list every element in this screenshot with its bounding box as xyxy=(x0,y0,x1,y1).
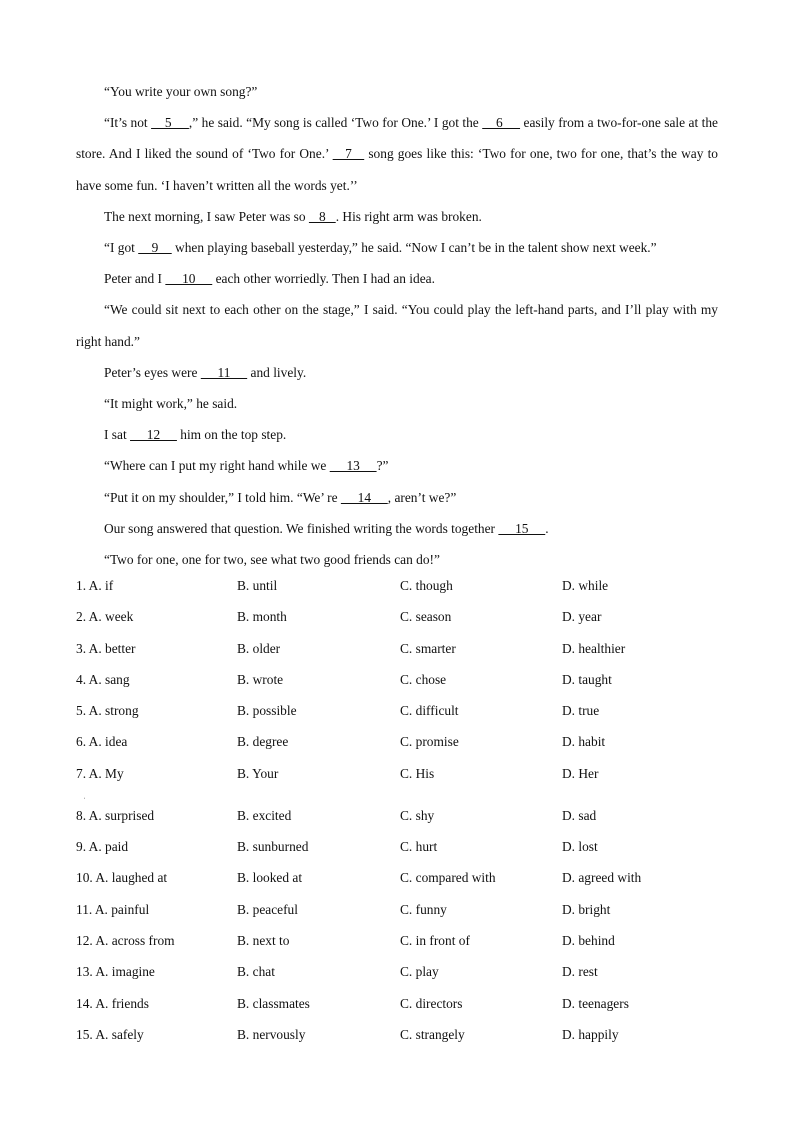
option-a-text: safely xyxy=(111,1026,144,1042)
passage-text: I sat xyxy=(104,427,131,443)
option-a-text: across from xyxy=(111,932,175,948)
blank-5: 5 xyxy=(151,115,189,131)
blank-13: 13 xyxy=(329,458,377,474)
blank-7: 7 xyxy=(332,146,365,162)
question-row xyxy=(76,672,718,703)
option-a-text: idea xyxy=(105,734,128,750)
question-number: 1. A. xyxy=(76,578,102,593)
question-row xyxy=(76,641,718,672)
option-a-text: painful xyxy=(111,901,150,917)
question-row xyxy=(76,703,718,734)
stray-mark: ˌ xyxy=(83,789,86,799)
option-a xyxy=(76,1027,144,1043)
option-a xyxy=(76,870,167,886)
passage-paragraph xyxy=(76,232,718,263)
option-a-text: My xyxy=(105,765,124,781)
question-number: 6. A. xyxy=(76,734,102,750)
blank-6: 6 xyxy=(482,115,521,131)
option-d: D. taught xyxy=(562,671,612,687)
passage-text: . His right arm was broken. xyxy=(335,208,482,224)
option-a-text: imagine xyxy=(111,964,155,980)
passage-text: “You write your own song?” xyxy=(104,84,258,99)
answer-options xyxy=(76,578,718,1058)
passage-paragraph xyxy=(76,107,718,201)
option-a-text: better xyxy=(105,640,136,656)
passage-text: “Two for one, one for two, see what two good friends can do!” xyxy=(104,552,440,568)
option-d: D. behind xyxy=(562,932,615,948)
passage-paragraph xyxy=(76,482,718,513)
passage-text: Peter’s eyes were xyxy=(104,364,201,380)
option-a xyxy=(76,902,149,918)
question-number: 8. A. xyxy=(76,807,102,823)
option-a xyxy=(76,996,149,1012)
option-d: D. teenagers xyxy=(562,995,629,1011)
question-row xyxy=(76,578,718,609)
option-b: B. until xyxy=(237,578,278,593)
question-number: 4. A. xyxy=(76,671,102,687)
question-number: 12. A. xyxy=(76,932,109,948)
option-a xyxy=(76,672,130,688)
option-c: C. smarter xyxy=(400,640,456,656)
question-number: 13. A. xyxy=(76,964,109,980)
question-number: 15. A. xyxy=(76,1026,109,1042)
blank-10: 10 xyxy=(165,271,213,287)
option-b: B. older xyxy=(237,640,281,656)
option-d: D. true xyxy=(562,703,600,719)
question-number: 10. A. xyxy=(76,870,109,886)
passage-text: song goes like this: ‘Two for one, two for one, that’s the way to have some fun. ‘I haven’t written all the words yet.’’ xyxy=(76,146,719,193)
option-a xyxy=(76,808,154,824)
question-row xyxy=(76,964,718,995)
option-a-text: sang xyxy=(105,671,130,687)
question-number: 9. A. xyxy=(76,839,102,855)
option-b: B. sunburned xyxy=(237,839,309,855)
option-c: C. strangely xyxy=(400,1026,465,1042)
option-a xyxy=(76,578,113,594)
passage-text: Our song answered that question. We finished writing the words together xyxy=(104,520,499,536)
option-d: D. Her xyxy=(562,765,599,781)
question-row xyxy=(76,933,718,964)
passage-text: when playing baseball yesterday,” he said. “Now I can’t be in the talent show next week.” xyxy=(171,240,657,256)
passage-text: . xyxy=(545,520,549,536)
blank-11: 11 xyxy=(200,364,248,380)
passage-text: Peter and I xyxy=(104,271,166,287)
question-row xyxy=(76,766,718,808)
option-c: C. promise xyxy=(400,734,459,750)
option-a-text: laughed at xyxy=(111,870,168,886)
question-number: 2. A. xyxy=(76,609,102,625)
option-b: B. chat xyxy=(237,964,275,980)
option-c: C. in front of xyxy=(400,932,470,948)
option-a-text: if xyxy=(105,578,114,593)
question-row xyxy=(76,902,718,933)
option-c: C. funny xyxy=(400,901,447,917)
option-a-text: strong xyxy=(105,703,139,719)
question-row xyxy=(76,808,718,839)
option-b: B. nervously xyxy=(237,1026,306,1042)
question-row xyxy=(76,1027,718,1058)
option-d: D. happily xyxy=(562,1026,619,1042)
option-a xyxy=(76,766,124,782)
option-c: C. shy xyxy=(400,807,435,823)
option-c: C. season xyxy=(400,609,452,625)
option-a-text: week xyxy=(105,609,134,625)
question-number: 7. A. xyxy=(76,765,102,781)
question-number: 5. A. xyxy=(76,703,102,719)
option-b: B. classmates xyxy=(237,995,310,1011)
option-d: D. agreed with xyxy=(562,870,642,886)
option-c: C. chose xyxy=(400,671,447,687)
option-b: B. peaceful xyxy=(237,901,298,917)
option-b: B. looked at xyxy=(237,870,303,886)
blank-12: 12 xyxy=(130,427,177,443)
question-number: 14. A. xyxy=(76,995,109,1011)
passage-paragraph xyxy=(76,544,718,575)
question-row xyxy=(76,734,718,765)
option-c: C. play xyxy=(400,964,439,980)
question-number: 11. A. xyxy=(76,901,108,917)
option-c: C. hurt xyxy=(400,839,438,855)
option-a xyxy=(76,609,133,625)
passage-paragraph xyxy=(76,294,718,356)
option-a xyxy=(76,703,139,719)
option-c: C. difficult xyxy=(400,703,459,719)
option-b: B. month xyxy=(237,609,287,625)
question-row xyxy=(76,996,718,1027)
option-b: B. possible xyxy=(237,703,297,719)
passage xyxy=(76,76,718,575)
option-b: B. excited xyxy=(237,807,292,823)
option-d: D. habit xyxy=(562,734,606,750)
passage-paragraph xyxy=(76,419,718,450)
question-row xyxy=(76,609,718,640)
option-d: D. healthier xyxy=(562,640,626,656)
passage-text: “It’s not xyxy=(104,115,152,131)
passage-paragraph xyxy=(76,513,718,544)
option-a-text: paid xyxy=(105,839,129,855)
option-d: D. while xyxy=(562,578,609,593)
option-d: D. bright xyxy=(562,901,611,917)
passage-text: “Put it on my shoulder,” I told him. “We’ re xyxy=(104,489,341,505)
passage-paragraph xyxy=(76,201,718,232)
blank-8: 8 xyxy=(308,208,336,224)
option-a xyxy=(76,839,128,855)
option-a xyxy=(76,933,175,949)
passage-text: each other worriedly. Then I had an idea. xyxy=(212,271,435,287)
blank-15: 15 xyxy=(498,520,546,536)
option-d: D. sad xyxy=(562,807,597,823)
passage-paragraph xyxy=(76,388,718,419)
passage-text: “We could sit next to each other on the stage,” I said. “You could play the left-hand parts, and I’ll play with my right hand.” xyxy=(76,302,718,349)
option-a-text: friends xyxy=(111,995,149,1011)
passage-text: ,” he said. “My song is called ‘Two for One.’ I got the xyxy=(188,115,483,131)
passage-text: and lively. xyxy=(247,364,307,380)
option-a xyxy=(76,641,136,657)
blank-9: 9 xyxy=(138,240,172,256)
option-c: C. directors xyxy=(400,995,463,1011)
passage-paragraph xyxy=(76,357,718,388)
option-d: D. year xyxy=(562,609,602,625)
passage-text: , aren’t we?” xyxy=(387,489,457,505)
question-row xyxy=(76,839,718,870)
option-c: C. though xyxy=(400,578,453,593)
passage-text: “It might work,” he said. xyxy=(104,396,238,412)
passage-text: “Where can I put my right hand while we xyxy=(104,458,330,474)
passage-text: easily from a two-for-one sale at the store. And I liked the sound of ‘Two for One.’ xyxy=(76,115,718,162)
passage-text: ?” xyxy=(376,458,389,474)
passage-paragraph xyxy=(76,76,718,107)
option-a-text: surprised xyxy=(105,807,155,823)
option-b: B. Your xyxy=(237,765,279,781)
question-number: 3. A. xyxy=(76,640,102,656)
passage-paragraph xyxy=(76,450,718,481)
option-a xyxy=(76,734,127,750)
passage-text: “I got xyxy=(104,240,139,256)
blank-14: 14 xyxy=(340,489,388,505)
option-b: B. degree xyxy=(237,734,289,750)
option-d: D. rest xyxy=(562,964,598,980)
passage-text: The next morning, I saw Peter was so xyxy=(104,208,309,224)
option-a xyxy=(76,964,155,980)
passage-paragraph xyxy=(76,263,718,294)
option-b: B. wrote xyxy=(237,671,284,687)
passage-text: him on the top step. xyxy=(176,427,287,443)
question-row xyxy=(76,870,718,901)
option-b: B. next to xyxy=(237,932,290,948)
option-c: C. compared with xyxy=(400,870,496,886)
option-c: C. His xyxy=(400,765,435,781)
option-d: D. lost xyxy=(562,839,598,855)
